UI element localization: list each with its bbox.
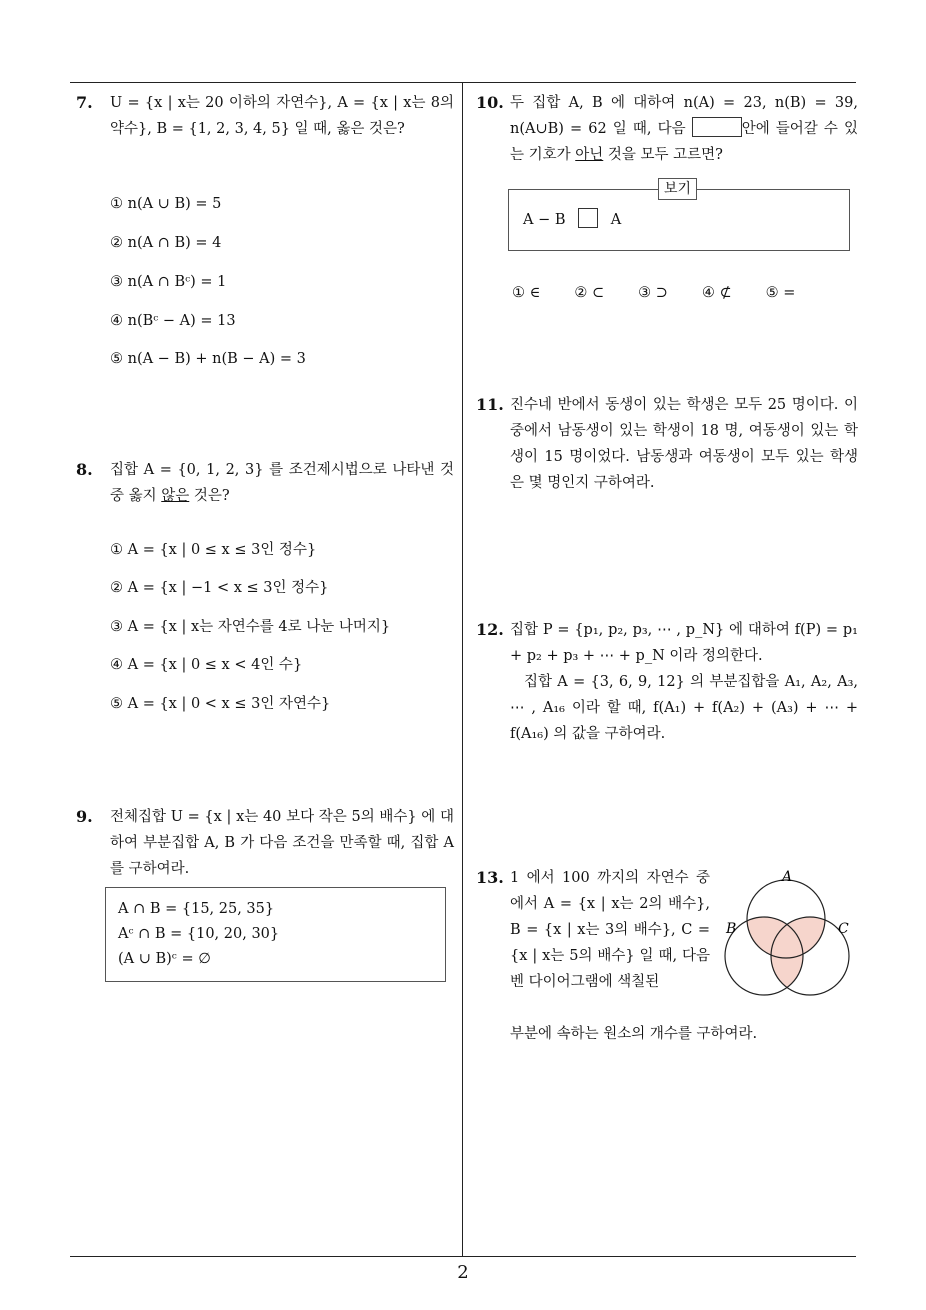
- question-number: 13.: [476, 868, 504, 887]
- shaded-regions: [725, 917, 849, 995]
- example-legend: 보기: [658, 178, 697, 200]
- option-4[interactable]: ④ n(Bᶜ − A) = 13: [110, 313, 236, 329]
- label-a: A: [782, 869, 793, 885]
- option-3[interactable]: ③ A = {x | x는 자연수를 4로 나눈 나머지}: [110, 619, 391, 635]
- question-9: [76, 804, 454, 967]
- question-number: 7.: [76, 93, 93, 112]
- question-13: [476, 865, 858, 1042]
- top-rule: [70, 82, 856, 83]
- question-text: 전체집합 U = {x | x는 40 보다 작은 5의 배수} 에 대하여 부분집합 A, B 가 다음 조건을 만족할 때, 집합 A 를 구하여라.: [110, 809, 454, 877]
- label-b: B: [726, 921, 737, 937]
- label-c: C: [838, 921, 849, 937]
- text-part: 두 집합 A, B 에 대하여 n(A) = 23, n(B) = 39, n(A∪B) = 62 일 때, 다음: [510, 95, 858, 137]
- option-2[interactable]: ② n(A ∩ B) = 4: [110, 235, 222, 251]
- example-left-term: A − B: [523, 212, 566, 228]
- choice-1[interactable]: ① ∈: [512, 285, 541, 301]
- text-part: 집합 A = {0, 1, 2, 3} 를 조건제시법으로 나타낸 것 중 옳지: [110, 462, 454, 504]
- example-content: [523, 207, 621, 233]
- option-1[interactable]: ① n(A ∪ B) = 5: [110, 196, 222, 212]
- question-text-2: 집합 A = {3, 6, 9, 12} 의 부분집합을 A₁, A₂, A₃, ⋯ , A₁₆ 이라 할 때, f(A₁) + f(A₂) + (A₃) + ⋯ + f(A₁₆) 의 값을 구하여라.: [510, 674, 858, 742]
- question-number: 10.: [476, 93, 504, 112]
- choice-3[interactable]: ③ ⊃: [638, 285, 668, 301]
- choices-row: [512, 280, 829, 306]
- question-number: 12.: [476, 620, 504, 639]
- underlined-word: 않은: [161, 488, 190, 504]
- question-number: 9.: [76, 807, 93, 826]
- question-text-2: 부분에 속하는 원소의 개수를 구하여라.: [510, 1026, 758, 1042]
- option-2[interactable]: ② A = {x | −1 < x ≤ 3인 정수}: [110, 580, 329, 596]
- question-text: 집합 P = {p₁, p₂, p₃, ⋯ , p_N} 에 대하여 f(P) = p₁ + p₂ + p₃ + ⋯ + p_N 이라 정의한다.: [510, 622, 858, 664]
- option-5[interactable]: ⑤ A = {x | 0 < x ≤ 3인 자연수}: [110, 696, 331, 712]
- left-column: [76, 90, 454, 1250]
- text-part: 안에 들어갈 수 있는 기호가: [510, 121, 858, 163]
- question-text: 1 에서 100 까지의 자연수 중에서 A = {x | x는 2의 배수}, B = {x | x는 3의 배수}, C = {x | x는 5의 배수} 일 때, 다음 벤 다이어그램에 색칠된: [510, 870, 710, 990]
- choice-4[interactable]: ④ ⊄: [701, 285, 732, 301]
- question-text: [510, 90, 858, 168]
- symbol-blank: [578, 208, 598, 228]
- column-divider: [462, 82, 463, 1257]
- condition-box: [105, 887, 446, 982]
- question-text: [110, 457, 454, 509]
- condition-3: (A ∪ B)ᶜ = ∅: [118, 951, 211, 967]
- bottom-rule: [70, 1256, 856, 1257]
- question-8: [76, 457, 454, 712]
- question-12: [476, 617, 858, 747]
- question-7: [76, 90, 454, 367]
- underlined-word: 아닌: [575, 147, 604, 163]
- choice-5[interactable]: ⑤ =: [765, 285, 796, 301]
- question-number: 8.: [76, 460, 93, 479]
- question-11: [476, 392, 858, 496]
- condition-1: A ∩ B = {15, 25, 35}: [118, 901, 275, 917]
- text-part: 것을 모두 고르면?: [603, 147, 723, 163]
- choice-2[interactable]: ② ⊂: [574, 285, 605, 301]
- example-right-term: A: [610, 212, 622, 228]
- condition-2: Aᶜ ∩ B = {10, 20, 30}: [118, 926, 280, 942]
- page-number: 2: [457, 1262, 469, 1283]
- option-4[interactable]: ④ A = {x | 0 ≤ x < 4인 수}: [110, 657, 303, 673]
- option-3[interactable]: ③ n(A ∩ Bᶜ) = 1: [110, 274, 227, 290]
- option-1[interactable]: ① A = {x | 0 ≤ x ≤ 3인 정수}: [110, 542, 317, 558]
- text-part: 것은?: [189, 488, 230, 504]
- question-text: U = {x | x는 20 이하의 자연수}, A = {x | x는 8의 약수}, B = {1, 2, 3, 4, 5} 일 때, 옳은 것은?: [110, 95, 454, 137]
- question-number: 11.: [476, 395, 504, 414]
- answer-blank: [692, 117, 742, 137]
- question-text: 진수네 반에서 동생이 있는 학생은 모두 25 명이다. 이 중에서 남동생이 있는 학생이 18 명, 여동생이 있는 학생이 15 명이었다. 남동생과 여동생이 모두 있는 학생은 몇 명인지 구하여라.: [510, 397, 858, 491]
- option-5[interactable]: ⑤ n(A − B) + n(B − A) = 3: [110, 351, 306, 367]
- question-10: [476, 90, 858, 301]
- venn-diagram: [720, 869, 860, 1005]
- right-column: [476, 90, 858, 1250]
